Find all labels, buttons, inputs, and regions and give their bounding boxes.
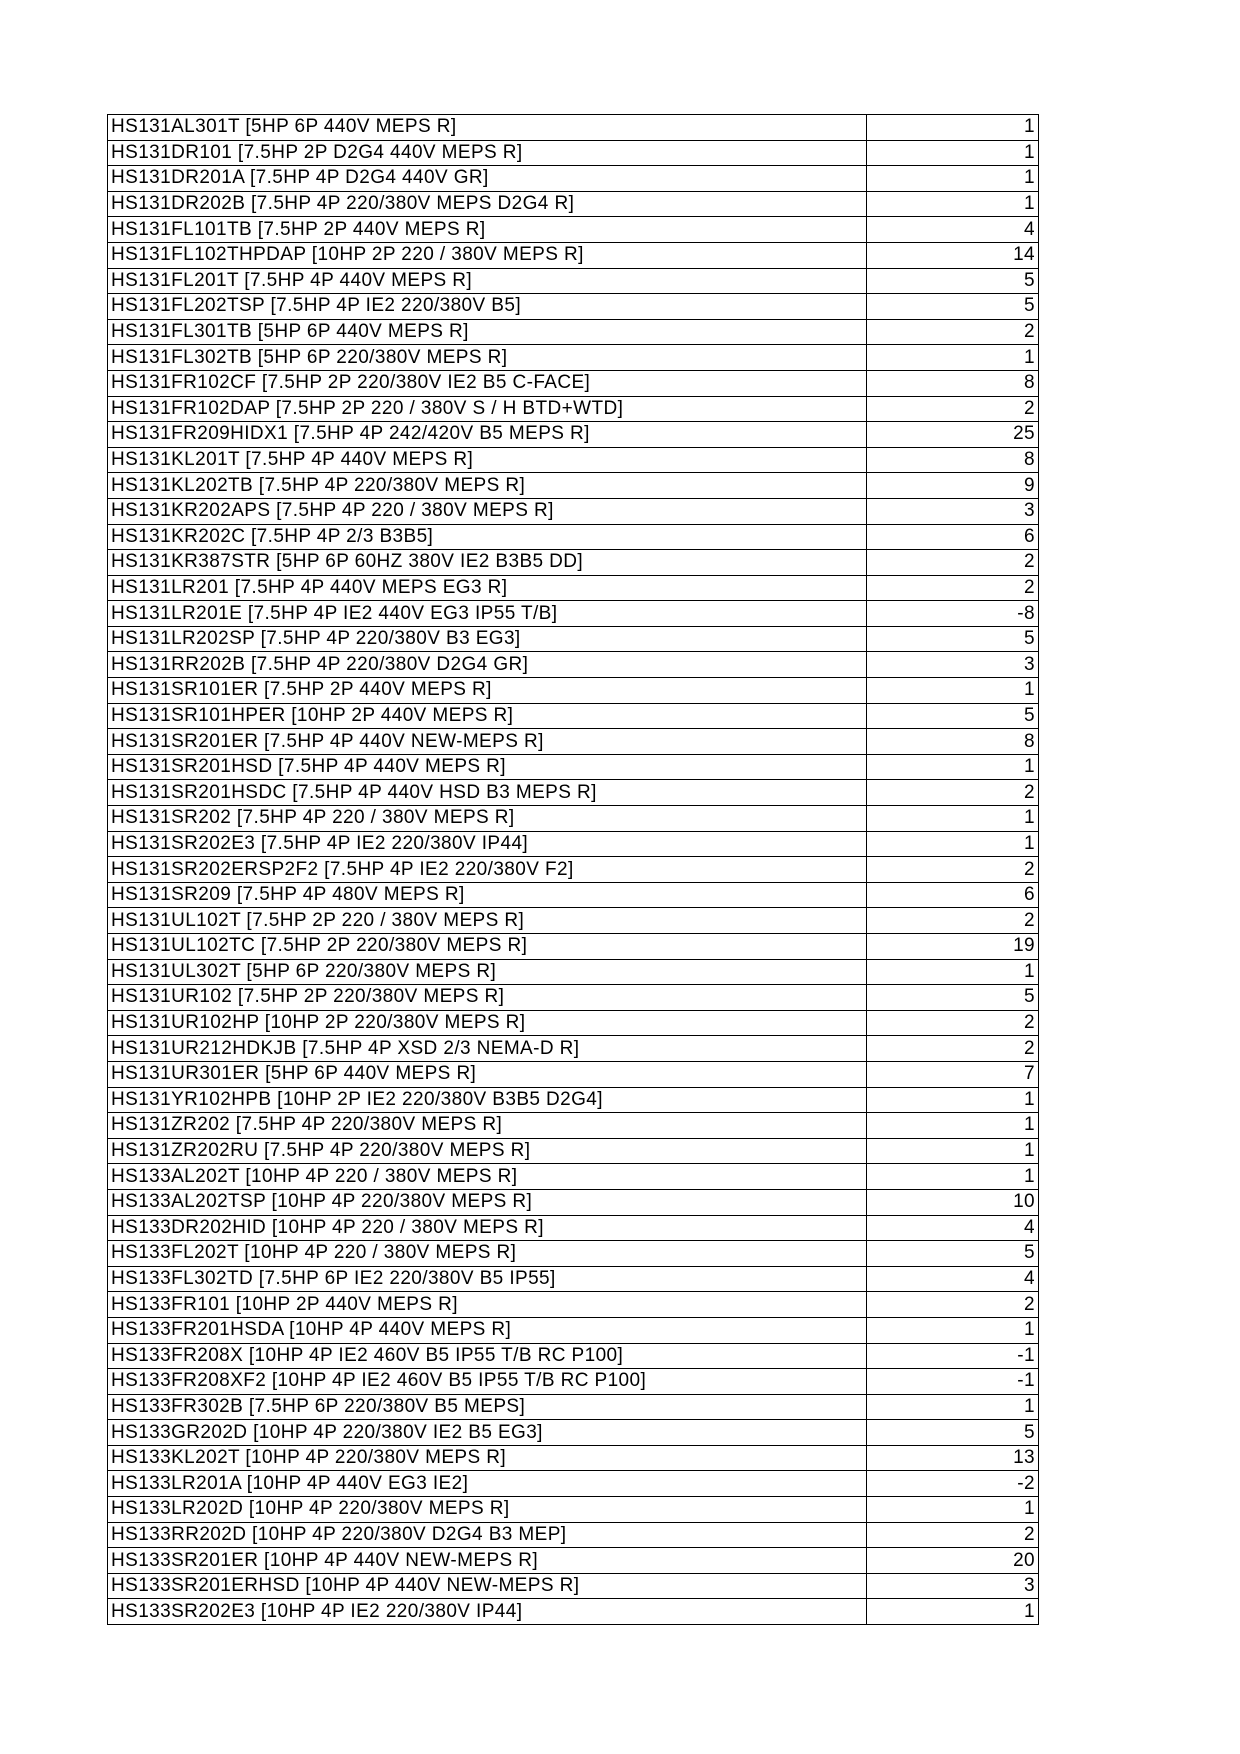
inventory-table <box>107 114 1039 1625</box>
item-description-cell: HS131FL201T [7.5HP 4P 440V MEPS R] <box>108 268 867 294</box>
item-description-cell: HS131UR301ER [5HP 6P 440V MEPS R] <box>108 1061 867 1087</box>
item-description-cell: HS131FL302TB [5HP 6P 220/380V MEPS R] <box>108 345 867 371</box>
quantity-cell: 3 <box>867 498 1039 524</box>
table-row <box>108 370 1039 396</box>
item-description-cell: HS133DR202HID [10HP 4P 220 / 380V MEPS R] <box>108 1215 867 1241</box>
quantity-cell: 1 <box>867 1394 1039 1420</box>
table-row <box>108 319 1039 345</box>
table-row <box>108 498 1039 524</box>
quantity-cell: 8 <box>867 370 1039 396</box>
table-row <box>108 831 1039 857</box>
table-row <box>108 1445 1039 1471</box>
item-description-cell: HS131SR201HSDC [7.5HP 4P 440V HSD B3 MEPS R] <box>108 780 867 806</box>
table-row <box>108 1266 1039 1292</box>
item-description-cell: HS131SR202ERSP2F2 [7.5HP 4P IE2 220/380V F2] <box>108 857 867 883</box>
item-description-cell: HS133LR202D [10HP 4P 220/380V MEPS R] <box>108 1497 867 1523</box>
table-row <box>108 959 1039 985</box>
table-row <box>108 1241 1039 1267</box>
table-row <box>108 1497 1039 1523</box>
quantity-cell: 1 <box>867 191 1039 217</box>
quantity-cell: 2 <box>867 319 1039 345</box>
quantity-cell: 5 <box>867 703 1039 729</box>
quantity-cell: 5 <box>867 985 1039 1011</box>
quantity-cell: 14 <box>867 242 1039 268</box>
item-description-cell: HS133SR201ERHSD [10HP 4P 440V NEW-MEPS R] <box>108 1573 867 1599</box>
quantity-cell: 13 <box>867 1445 1039 1471</box>
quantity-cell: 1 <box>867 1138 1039 1164</box>
table-row <box>108 1369 1039 1395</box>
table-row <box>108 140 1039 166</box>
table-row <box>108 1522 1039 1548</box>
item-description-cell: HS131SR201HSD [7.5HP 4P 440V MEPS R] <box>108 754 867 780</box>
table-row <box>108 1599 1039 1625</box>
quantity-cell: 1 <box>867 1113 1039 1139</box>
quantity-cell: 1 <box>867 166 1039 192</box>
table-row <box>108 1471 1039 1497</box>
item-description-cell: HS133LR201A [10HP 4P 440V EG3 IE2] <box>108 1471 867 1497</box>
item-description-cell: HS131KR387STR [5HP 6P 60HZ 380V IE2 B3B5 DD] <box>108 550 867 576</box>
table-row <box>108 575 1039 601</box>
table-row <box>108 1010 1039 1036</box>
quantity-cell: 1 <box>867 1497 1039 1523</box>
item-description-cell: HS131UL302T [5HP 6P 220/380V MEPS R] <box>108 959 867 985</box>
quantity-cell: 2 <box>867 1036 1039 1062</box>
item-description-cell: HS131SR202E3 [7.5HP 4P IE2 220/380V IP44] <box>108 831 867 857</box>
item-description-cell: HS133KL202T [10HP 4P 220/380V MEPS R] <box>108 1445 867 1471</box>
table-row <box>108 115 1039 141</box>
item-description-cell: HS133FR201HSDA [10HP 4P 440V MEPS R] <box>108 1317 867 1343</box>
table-row <box>108 1215 1039 1241</box>
quantity-cell: 6 <box>867 882 1039 908</box>
table-row <box>108 882 1039 908</box>
quantity-cell: 8 <box>867 447 1039 473</box>
item-description-cell: HS131AL301T [5HP 6P 440V MEPS R] <box>108 115 867 141</box>
item-description-cell: HS131KR202C [7.5HP 4P 2/3 B3B5] <box>108 524 867 550</box>
table-row <box>108 601 1039 627</box>
item-description-cell: HS131SR202 [7.5HP 4P 220 / 380V MEPS R] <box>108 806 867 832</box>
table-row <box>108 1087 1039 1113</box>
quantity-cell: 1 <box>867 754 1039 780</box>
item-description-cell: HS131KL202TB [7.5HP 4P 220/380V MEPS R] <box>108 473 867 499</box>
quantity-cell: 20 <box>867 1548 1039 1574</box>
table-row <box>108 1113 1039 1139</box>
item-description-cell: HS131DR201A [7.5HP 4P D2G4 440V GR] <box>108 166 867 192</box>
table-row <box>108 1292 1039 1318</box>
item-description-cell: HS131DR101 [7.5HP 2P D2G4 440V MEPS R] <box>108 140 867 166</box>
item-description-cell: HS131FL202TSP [7.5HP 4P IE2 220/380V B5] <box>108 294 867 320</box>
table-row <box>108 652 1039 678</box>
quantity-cell: 3 <box>867 1573 1039 1599</box>
quantity-cell: 19 <box>867 934 1039 960</box>
quantity-cell: 5 <box>867 294 1039 320</box>
item-description-cell: HS131FR209HIDX1 [7.5HP 4P 242/420V B5 MEPS R] <box>108 422 867 448</box>
quantity-cell: 1 <box>867 345 1039 371</box>
table-row <box>108 242 1039 268</box>
table-row <box>108 908 1039 934</box>
item-description-cell: HS131SR209 [7.5HP 4P 480V MEPS R] <box>108 882 867 908</box>
quantity-cell: 4 <box>867 1266 1039 1292</box>
item-description-cell: HS131UR102 [7.5HP 2P 220/380V MEPS R] <box>108 985 867 1011</box>
quantity-cell: 25 <box>867 422 1039 448</box>
item-description-cell: HS131SR101ER [7.5HP 2P 440V MEPS R] <box>108 678 867 704</box>
table-row <box>108 780 1039 806</box>
item-description-cell: HS131FR102DAP [7.5HP 2P 220 / 380V S / H BTD+WTD] <box>108 396 867 422</box>
table-row <box>108 473 1039 499</box>
quantity-cell: 1 <box>867 1164 1039 1190</box>
quantity-cell: 1 <box>867 806 1039 832</box>
item-description-cell: HS133FR302B [7.5HP 6P 220/380V B5 MEPS] <box>108 1394 867 1420</box>
quantity-cell: 3 <box>867 652 1039 678</box>
table-row <box>108 806 1039 832</box>
item-description-cell: HS133FR101 [10HP 2P 440V MEPS R] <box>108 1292 867 1318</box>
quantity-cell: 8 <box>867 729 1039 755</box>
quantity-cell: 1 <box>867 1087 1039 1113</box>
table-row <box>108 1317 1039 1343</box>
quantity-cell: 1 <box>867 1599 1039 1625</box>
table-row <box>108 166 1039 192</box>
item-description-cell: HS133FL202T [10HP 4P 220 / 380V MEPS R] <box>108 1241 867 1267</box>
item-description-cell: HS131UL102T [7.5HP 2P 220 / 380V MEPS R] <box>108 908 867 934</box>
quantity-cell: 2 <box>867 908 1039 934</box>
quantity-cell: -8 <box>867 601 1039 627</box>
item-description-cell: HS131KL201T [7.5HP 4P 440V MEPS R] <box>108 447 867 473</box>
item-description-cell: HS133FR208X [10HP 4P IE2 460V B5 IP55 T/B RC P100] <box>108 1343 867 1369</box>
table-row <box>108 1036 1039 1062</box>
item-description-cell: HS131LR201E [7.5HP 4P IE2 440V EG3 IP55 T/B] <box>108 601 867 627</box>
item-description-cell: HS133RR202D [10HP 4P 220/380V D2G4 B3 MEP] <box>108 1522 867 1548</box>
item-description-cell: HS131FR102CF [7.5HP 2P 220/380V IE2 B5 C-FACE] <box>108 370 867 396</box>
item-description-cell: HS131FL301TB [5HP 6P 440V MEPS R] <box>108 319 867 345</box>
item-description-cell: HS131RR202B [7.5HP 4P 220/380V D2G4 GR] <box>108 652 867 678</box>
quantity-cell: 2 <box>867 1292 1039 1318</box>
table-row <box>108 1189 1039 1215</box>
quantity-cell: 5 <box>867 268 1039 294</box>
item-description-cell: HS131SR101HPER [10HP 2P 440V MEPS R] <box>108 703 867 729</box>
quantity-cell: 7 <box>867 1061 1039 1087</box>
quantity-cell: 2 <box>867 1522 1039 1548</box>
quantity-cell: 2 <box>867 1010 1039 1036</box>
table-row <box>108 1394 1039 1420</box>
quantity-cell: 2 <box>867 396 1039 422</box>
quantity-cell: 2 <box>867 780 1039 806</box>
table-row <box>108 294 1039 320</box>
table-row <box>108 857 1039 883</box>
item-description-cell: HS133FR208XF2 [10HP 4P IE2 460V B5 IP55 T/B RC P100] <box>108 1369 867 1395</box>
table-row <box>108 268 1039 294</box>
item-description-cell: HS131FL102THPDAP [10HP 2P 220 / 380V MEPS R] <box>108 242 867 268</box>
item-description-cell: HS131DR202B [7.5HP 4P 220/380V MEPS D2G4 R] <box>108 191 867 217</box>
table-row <box>108 934 1039 960</box>
quantity-cell: 2 <box>867 857 1039 883</box>
table-row <box>108 524 1039 550</box>
table-row <box>108 1573 1039 1599</box>
table-row <box>108 678 1039 704</box>
table-row <box>108 345 1039 371</box>
quantity-cell: 5 <box>867 1420 1039 1446</box>
quantity-cell: 9 <box>867 473 1039 499</box>
item-description-cell: HS131YR102HPB [10HP 2P IE2 220/380V B3B5 D2G4] <box>108 1087 867 1113</box>
item-description-cell: HS131UL102TC [7.5HP 2P 220/380V MEPS R] <box>108 934 867 960</box>
inventory-table-body <box>108 115 1039 1625</box>
item-description-cell: HS133SR201ER [10HP 4P 440V NEW-MEPS R] <box>108 1548 867 1574</box>
item-description-cell: HS131UR212HDKJB [7.5HP 4P XSD 2/3 NEMA-D R] <box>108 1036 867 1062</box>
quantity-cell: 10 <box>867 1189 1039 1215</box>
item-description-cell: HS131FL101TB [7.5HP 2P 440V MEPS R] <box>108 217 867 243</box>
item-description-cell: HS133GR202D [10HP 4P 220/380V IE2 B5 EG3] <box>108 1420 867 1446</box>
table-row <box>108 550 1039 576</box>
quantity-cell: 4 <box>867 217 1039 243</box>
quantity-cell: 6 <box>867 524 1039 550</box>
item-description-cell: HS131ZR202 [7.5HP 4P 220/380V MEPS R] <box>108 1113 867 1139</box>
table-row <box>108 1061 1039 1087</box>
table-row <box>108 217 1039 243</box>
item-description-cell: HS131UR102HP [10HP 2P 220/380V MEPS R] <box>108 1010 867 1036</box>
table-row <box>108 1138 1039 1164</box>
table-row <box>108 729 1039 755</box>
item-description-cell: HS131ZR202RU [7.5HP 4P 220/380V MEPS R] <box>108 1138 867 1164</box>
item-description-cell: HS131LR202SP [7.5HP 4P 220/380V B3 EG3] <box>108 626 867 652</box>
quantity-cell: 2 <box>867 550 1039 576</box>
item-description-cell: HS133AL202TSP [10HP 4P 220/380V MEPS R] <box>108 1189 867 1215</box>
table-row <box>108 703 1039 729</box>
item-description-cell: HS133SR202E3 [10HP 4P IE2 220/380V IP44] <box>108 1599 867 1625</box>
quantity-cell: -2 <box>867 1471 1039 1497</box>
item-description-cell: HS131LR201 [7.5HP 4P 440V MEPS EG3 R] <box>108 575 867 601</box>
quantity-cell: 2 <box>867 575 1039 601</box>
table-row <box>108 626 1039 652</box>
item-description-cell: HS131KR202APS [7.5HP 4P 220 / 380V MEPS R] <box>108 498 867 524</box>
quantity-cell: 1 <box>867 831 1039 857</box>
quantity-cell: 5 <box>867 626 1039 652</box>
quantity-cell: 4 <box>867 1215 1039 1241</box>
quantity-cell: -1 <box>867 1369 1039 1395</box>
item-description-cell: HS131SR201ER [7.5HP 4P 440V NEW-MEPS R] <box>108 729 867 755</box>
item-description-cell: HS133AL202T [10HP 4P 220 / 380V MEPS R] <box>108 1164 867 1190</box>
quantity-cell: 1 <box>867 115 1039 141</box>
table-row <box>108 396 1039 422</box>
item-description-cell: HS133FL302TD [7.5HP 6P IE2 220/380V B5 IP55] <box>108 1266 867 1292</box>
table-row <box>108 1548 1039 1574</box>
quantity-cell: -1 <box>867 1343 1039 1369</box>
quantity-cell: 5 <box>867 1241 1039 1267</box>
table-row <box>108 754 1039 780</box>
table-row <box>108 985 1039 1011</box>
quantity-cell: 1 <box>867 140 1039 166</box>
table-row <box>108 1343 1039 1369</box>
table-row <box>108 191 1039 217</box>
table-row <box>108 422 1039 448</box>
quantity-cell: 1 <box>867 678 1039 704</box>
quantity-cell: 1 <box>867 959 1039 985</box>
table-row <box>108 1420 1039 1446</box>
quantity-cell: 1 <box>867 1317 1039 1343</box>
table-row <box>108 447 1039 473</box>
table-row <box>108 1164 1039 1190</box>
